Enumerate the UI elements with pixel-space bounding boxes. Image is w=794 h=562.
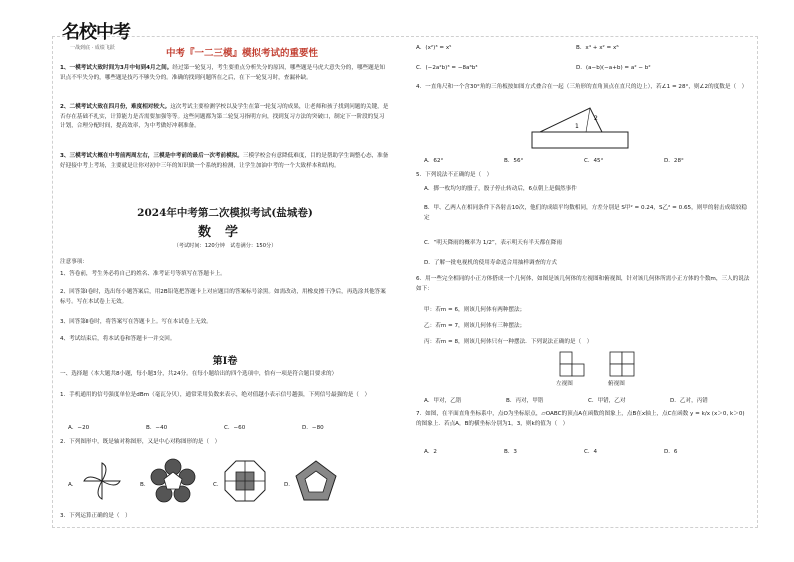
top-view-figure <box>606 350 654 378</box>
left-view-label: 左视图 <box>556 381 573 387</box>
q3-option-d: D．(a−b)(−a+b) = a² − b² <box>576 65 651 71</box>
q7-option-d: D．6 <box>664 449 678 455</box>
q2-stem: 2．下列图形中，既是轴对称图形，又是中心对称图形的是（ ） <box>60 439 221 445</box>
intro-paragraph-2 <box>60 103 390 132</box>
notice-2: 2、回答第Ⅰ卷时，选出每小题答案后，用2B铅笔把答题卡上对应题目的答案标号涂黑。如需改动，用橡皮擦干净后，再选涂其他答案标号。写在本试卷上无效。 <box>60 289 386 305</box>
q5-option-c: C．“明天降雨的概率为 1/2”，表示明天有半天都在降雨 <box>424 240 562 246</box>
q4-option-b: B．56° <box>504 158 524 164</box>
flower-figure <box>150 458 196 504</box>
logo <box>62 14 142 60</box>
intro-p1-lead: 1、一模考试大致时间为3月中旬到4月之间。 <box>60 65 173 71</box>
q1-option-d: D．−80 <box>302 425 324 431</box>
exam-subject: 数学 <box>197 225 252 240</box>
q6-option-d: D．乙对，丙错 <box>670 398 708 404</box>
top-view-label: 俯视图 <box>608 381 625 387</box>
intro-p2-lead: 2、二模考试大致在四月份，难度相对较大。 <box>60 104 171 110</box>
q7-options <box>424 447 744 455</box>
angle-label-2: 2 <box>594 115 598 122</box>
octagon-figure <box>222 458 268 504</box>
intro-p2-body: 这次考试主要检测学校以及学生在第一轮复习的成果，让老师和孩子找到问题的关键，是否存在基础不扎实，计算能力是否需要加强等等。这些问题都为第二轮复习指明方向，找到复习方法的突破口，制定下一阶段的复习计划，合理分配时间，提高效率，为中考做好冲刺准备。 <box>60 104 389 130</box>
logo-tagline: 一战到底 · 成绩飞跃 <box>70 45 115 51</box>
q5-option-b: B．甲、乙两人在相同条件下各射击10次，他们的成绩平均数相同，方差分别是 S甲² = 0.24，S乙² = 0.65，则甲的射击成绩较稳定 <box>424 205 748 221</box>
q1-options <box>68 423 388 431</box>
pentagon-figure <box>294 459 338 503</box>
notice-title: 注意事项： <box>60 259 88 265</box>
logo-text: 名校中考 <box>62 22 130 43</box>
q5-option-a: A．掷一枚均匀的骰子，骰子停止转动后，6点朝上是偶然事件 <box>424 186 577 192</box>
q1-option-a: A．−20 <box>68 425 90 431</box>
q5-stem: 5．下列说法不正确的是（ ） <box>416 172 493 178</box>
q4-options <box>424 156 744 164</box>
q3-option-c: C．(−2a²b)³ = −8a⁶b³ <box>416 65 478 71</box>
q7-option-a: A．2 <box>424 449 437 455</box>
left-view-figure <box>556 350 604 378</box>
q4-stem: 4．一直角尺和一个含30°角的三角板按如图方式叠合在一起（三角形的直角顶点在直尺的边上），若∠1 = 28°，则∠2的度数是（ ） <box>416 84 748 90</box>
ruler-triangle-figure <box>530 106 630 154</box>
q6-statement-yi: 乙：若m = 7，则该几何体有三种摆法； <box>424 323 526 329</box>
exam-title: 2024年中考第二次模拟考试(盐城卷) <box>137 207 313 219</box>
banner-title: 中考『一二三模』模拟考试的重要性 <box>166 48 319 59</box>
notice-3: 3、回答第Ⅱ卷时，将答案写在答题卡上。写在本试卷上无效。 <box>60 319 212 325</box>
section-intro: 一、选择题（本大题共8小题，每小题3分，共24分。在每小题给出的四个选项中，恰有一项是符合题目要求的） <box>60 371 338 377</box>
q6-option-b: B．丙对，甲错 <box>506 398 544 404</box>
q6-statement-bing: 丙：若m = 8，则该几何体只有一种摆法．下列说法正确的是（ ） <box>424 339 593 345</box>
q6-options <box>424 396 750 404</box>
intro-p4-body: 三模学校会有意降低难度，目的是帮助学生调整心态，准备好迎接中考上考场，主要就是让你对初中三年的知识做一个系统的检测，让学生加油中考的一个大致样本和结构。 <box>60 153 389 169</box>
q3-stem: 3．下列运算正确的是（ ） <box>60 513 131 519</box>
q6-statement-jia: 甲：若m = 6，则该几何体有两种摆法； <box>424 307 526 313</box>
q1-option-c: C．−60 <box>224 425 246 431</box>
q6-option-a: A．甲对，乙错 <box>424 398 462 404</box>
notice-1: 1、答卷前，考生务必将自己的姓名、准考证号等填写在答题卡上。 <box>60 271 226 277</box>
q4-option-c: C．45° <box>584 158 604 164</box>
q2-label-c: C. <box>213 482 219 488</box>
intro-paragraph-1 <box>60 64 390 83</box>
notice-4: 4、考试结束后，将本试卷和答题卡一并交回。 <box>60 336 176 342</box>
q4-option-d: D．28° <box>664 158 684 164</box>
q6-option-c: C．甲错，乙对 <box>588 398 626 404</box>
angle-label-1: 1 <box>575 123 579 130</box>
q3-option-a: A．(x²)³ = x⁵ <box>416 45 452 51</box>
q2-label-b: B. <box>140 482 146 488</box>
q6-stem: 6．用一些完全相同的小正方体搭成一个几何体，如图是该几何体的左视图和俯视图，针对该几何体所需小正方体的个数m，三人的说法如下： <box>416 276 750 292</box>
intro-p1-body: 经过第一轮复习，考生要重点分析失分的原因，哪些题是马虎大意失分的，哪些题是知识点不牢失分的，哪些题是技巧不够失分的。准确的找到问题所在之后，在下一轮复习时，查漏补缺。 <box>60 65 385 81</box>
intro-p4-lead: 3、三模考试大概在中考前两周左右，三模是中考前的最后一次考前模拟。 <box>60 153 243 159</box>
part-title: 第Ⅰ卷 <box>212 356 238 367</box>
q5-option-d: D．了解一批电视机的使用寿命适合用抽样调查的方式 <box>424 260 557 266</box>
exam-info: （考试时间：120分钟 试卷满分：150分） <box>173 243 277 249</box>
q4-option-a: A．62° <box>424 158 444 164</box>
q7-option-c: C．4 <box>584 449 598 455</box>
q3-option-b: B．x⁴ + x² = x⁶ <box>576 45 619 51</box>
q7-option-b: B．3 <box>504 449 517 455</box>
q2-label-a: A. <box>68 482 74 488</box>
q1-stem: 1．手机通用的信号强度单位是dBm（毫瓦分贝），通常采用负数来表示，绝对值越小表示信号越强，下列信号最强的是（ ） <box>60 392 371 398</box>
q2-label-d: D. <box>284 482 291 488</box>
intro-paragraph-3 <box>60 152 390 171</box>
q7-stem: 7．如图，在平面直角坐标系中，点O为坐标原点，▱OABC的顶点A在函数的图象上，点B在x轴上，点C在函数 y = k/x (x＞0, k＞0) 的图象上．若点A，B的横坐标分别为1，3，则k的值为（ ） <box>416 411 745 427</box>
q1-option-b: B．−40 <box>146 425 168 431</box>
pinwheel-figure <box>80 459 124 503</box>
